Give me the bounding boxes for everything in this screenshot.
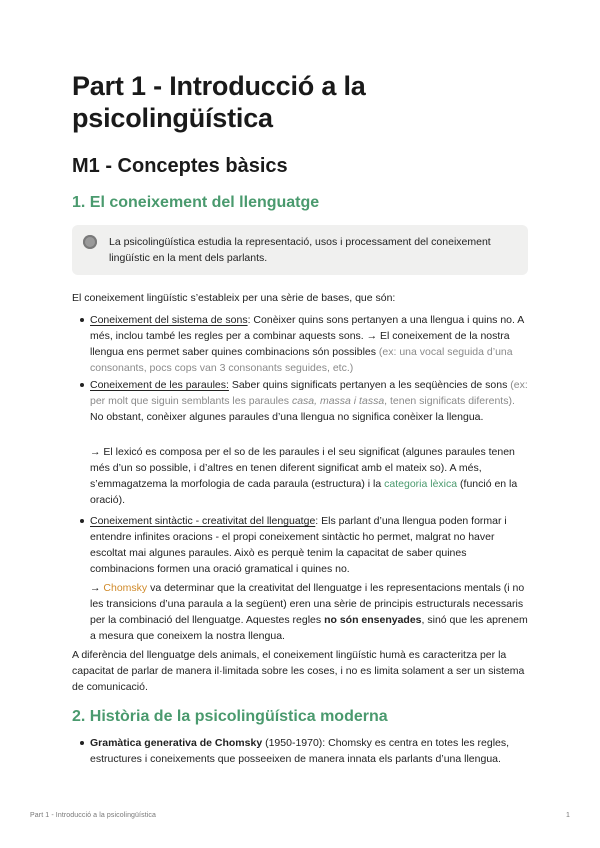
page-number: 1 [566, 812, 570, 819]
item-chomsky-text: Gramàtica generativa de Chomsky (1950-1970): Chomsky es centra en totes les regles, estructures i coneixements que posseeixen de manera innata els parlants d’una llengua. [90, 737, 510, 765]
page-title: Part 1 - Introducció a la psicolingüística [72, 71, 366, 133]
footer-title: Part 1 - Introducció a la psicolingüística [30, 812, 156, 819]
bullet-icon [80, 741, 84, 745]
module-title: M1 - Conceptes bàsics [72, 155, 288, 177]
item-sintactic-sub: → Chomsky va determinar que la creativitat del llenguatge i les representacions mentals (i no les transicions d’una paraula a la següent) eren una sèrie de principis estructurals necessaris per la combinació del llenguatge. Aquestes regles no són ensenyades, sinó que les aprenem a mesura que coneixem la nostra llengua. [90, 582, 528, 642]
callout-box [72, 225, 528, 275]
bullet-icon [80, 519, 84, 523]
circle-icon [83, 235, 97, 249]
item-paraules-sub: → El lexicó es composa per el so de les paraules i el seu significat (algunes paraules tenen més d’un so possible, i d’altres en tenen diferent significat amb el mateix so). A més, s’emmagatzema la morfologia de cada paraula (estructura) i la categoria lèxica (funció en la oració). [90, 446, 518, 506]
bullet-icon [80, 318, 84, 322]
callout-text: La psicolingüística estudia la representació, usos i processament del coneixement lingüístic en la ment dels parlants. [109, 236, 491, 264]
item-sintactic-text: Coneixement sintàctic - creativitat del llenguatge: Els parlant d’una llengua poden formar i entendre infinites oracions - el propi coneixement sintàctic ho permet, malgrat no haver escoltat mai algunes paraules. Això es perquè tenim la capacitat de saber quines combinacions formen una oració gramatical i quines no. [90, 515, 507, 575]
closing-paragraph: A diferència del llenguatge dels animals, el coneixement lingüístic humà es caracteritza per la capacitat de parlar de manera il·limitada sobre les coses, i no es limita solament a ser un sistema de comunicació. [72, 649, 525, 693]
item-paraules-label: Coneixement de les paraules: [90, 379, 229, 391]
categoria-lexica-link: categoria lèxica [384, 478, 458, 490]
item-sons-text: Coneixement del sistema de sons: Conèixer quins sons pertanyen a una llengua i quins no. A més, inclou també les regles per a combinar aquests sons. → El coneixement de la nostra llengua ens permet saber quines combinacions són possibles (ex: una vocal seguida d’una consonants, pocs cops van 3 consonants seguides, etc.) [90, 314, 524, 374]
intro-paragraph: El coneixement lingüístic s’estableix per una sèrie de bases, que són: [72, 292, 396, 304]
item-sintactic-label: Coneixement sintàctic - creativitat del llenguatge [90, 515, 316, 527]
section-1-heading: 1. El coneixement del llenguatge [72, 194, 320, 211]
item-chomsky-label: Gramàtica generativa de Chomsky [90, 737, 263, 749]
chomsky-link: Chomsky [103, 582, 148, 594]
item-sons-label: Coneixement del sistema de sons [90, 314, 248, 326]
bullet-icon [80, 383, 84, 387]
section-2-heading: 2. Història de la psicolingüística moderna [72, 708, 388, 725]
item-paraules-text: Coneixement de les paraules: Saber quins significats pertanyen a les seqüències de sons (ex: per molt que siguin semblants les paraules casa, massa i tassa, tenen significats diferents). No obstant, conèixer algunes paraules d’una llengua no significa conèixer la llengua. [90, 379, 528, 423]
